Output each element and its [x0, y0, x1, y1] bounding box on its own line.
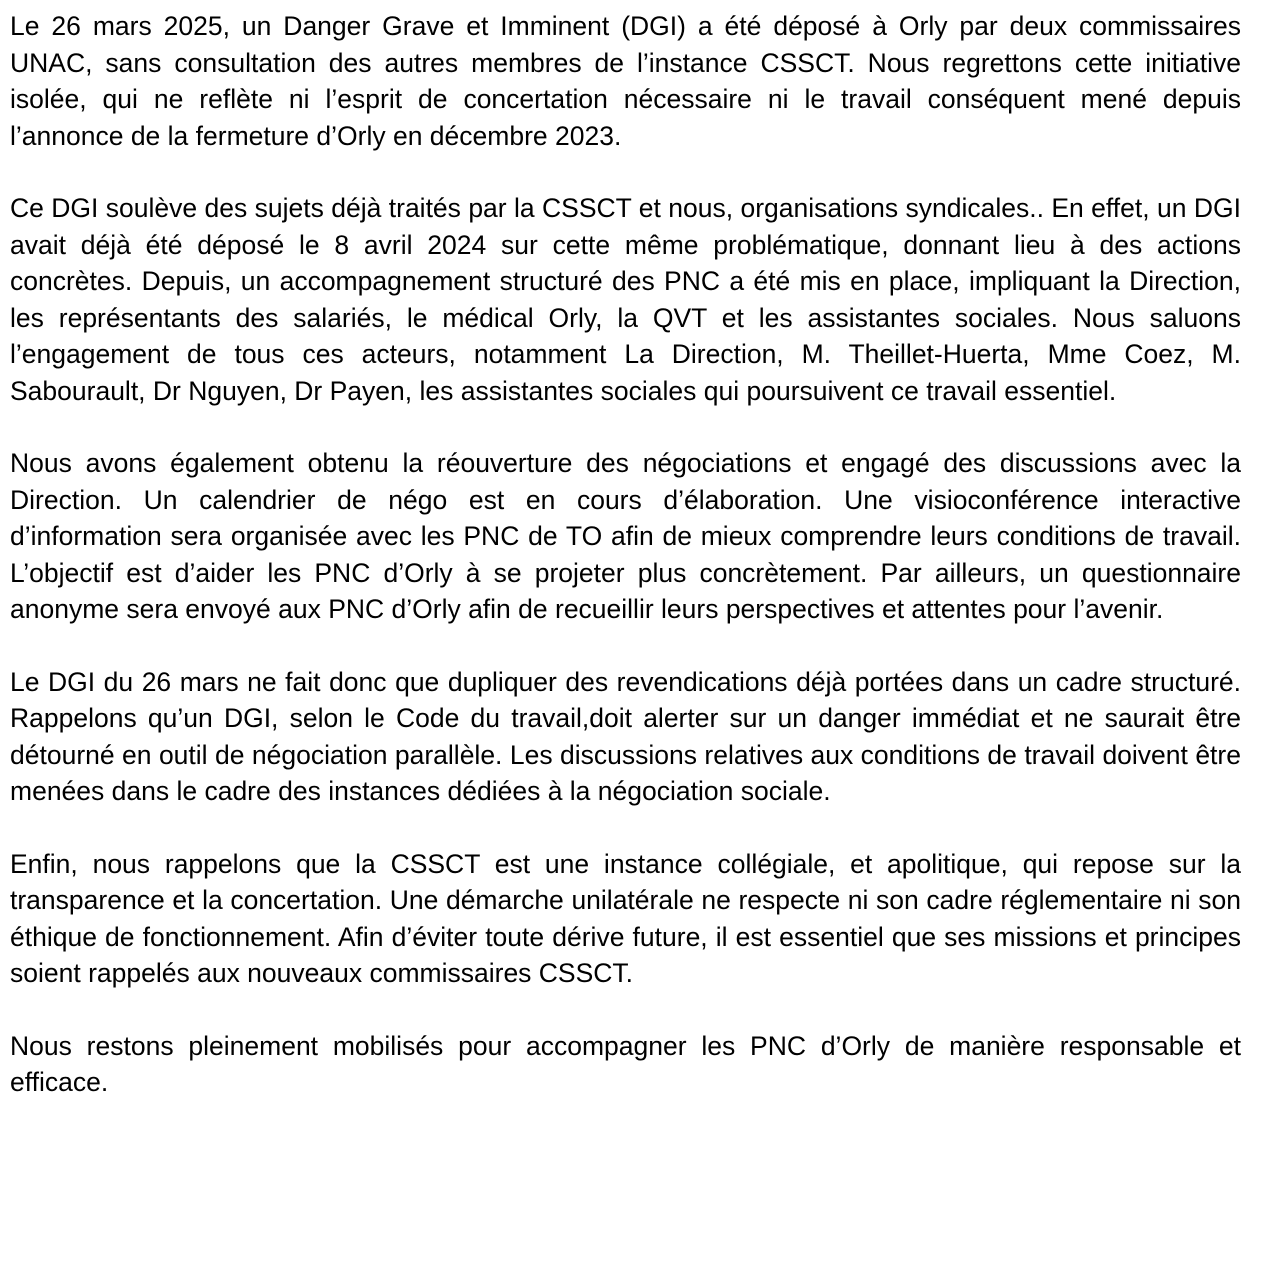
- paragraph-dgi-deposit: Le 26 mars 2025, un Danger Grave et Imminent (DGI) a été déposé à Orly par deux commissaires UNAC, sans consultation des autres membres de l’instance CSSCT. Nous regrettons cette initiative isolée, qui ne reflète ni l’esprit de concertation nécessaire ni le travail conséquent mené depuis l’annonce de la fermeture d’Orly en décembre 2023.: [10, 11, 1241, 151]
- paragraph-cssct-principles: Enfin, nous rappelons que la CSSCT est une instance collégiale, et apolitique, qui repose sur la transparence et la concertation. Une démarche unilatérale ne respecte ni son cadre réglementaire ni son éthique de fonctionnement. Afin d’éviter toute dérive future, il est essentiel que ses missions et principes soient rappelés aux nouveaux commissaires CSSCT.: [10, 848, 1241, 988]
- document-body: [10, 8, 1241, 1101]
- paragraph-previous-actions: Ce DGI soulève des sujets déjà traités par la CSSCT et nous, organisations syndicales.. En effet, un DGI avait déjà été déposé le 8 avril 2024 sur cette même problématique, donnant lieu à des actions concrètes. Depuis, un accompagnement structuré des PNC a été mis en place, impliquant la Direction, les représentants des salariés, le médical Orly, la QVT et les assistantes sociales. Nous saluons l’engagement de tous ces acteurs, notamment La Direction, M. Theillet-Huerta, Mme Coez, M. Sabourault, Dr Nguyen, Dr Payen, les assistantes sociales qui poursuivent ce travail essentiel.: [10, 193, 1241, 406]
- paragraph-negotiations: Nous avons également obtenu la réouverture des négociations et engagé des discussions avec la Direction. Un calendrier de négo est en cours d’élaboration. Une visioconférence interactive d’information sera organisée avec les PNC de TO afin de mieux comprendre leurs conditions de travail. L’objectif est d’aider les PNC d’Orly à se projeter plus concrètement. Par ailleurs, un questionnaire anonyme sera envoyé aux PNC d’Orly afin de recueillir leurs perspectives et attentes pour l’avenir.: [10, 448, 1241, 624]
- paragraph-closing: Nous restons pleinement mobilisés pour accompagner les PNC d’Orly de manière responsable et efficace.: [10, 1030, 1241, 1097]
- paragraph-dgi-purpose: Le DGI du 26 mars ne fait donc que dupliquer des revendications déjà portées dans un cadre structuré. Rappelons qu’un DGI, selon le Code du travail,doit alerter sur un danger immédiat et ne saurait être détourné en outil de négociation parallèle. Les discussions relatives aux conditions de travail doivent être menées dans le cadre des instances dédiées à la négociation sociale.: [10, 666, 1241, 806]
